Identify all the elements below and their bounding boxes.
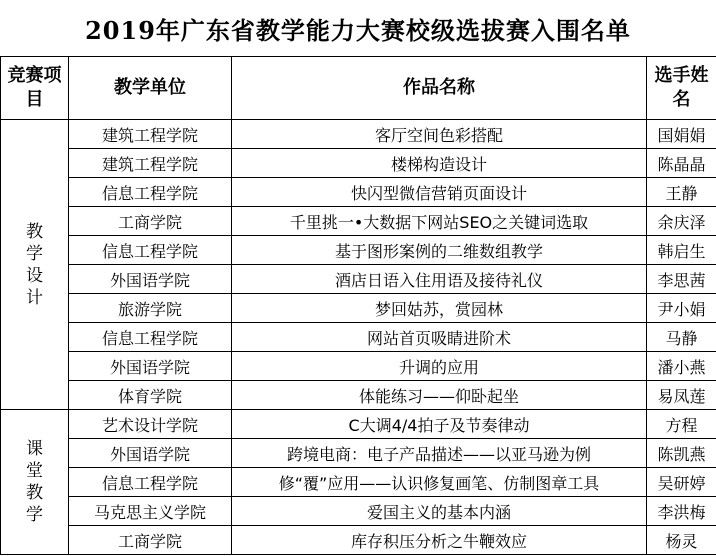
work-cell: 酒店日语入住用语及接待礼仪 <box>232 265 647 294</box>
unit-cell: 外国语学院 <box>69 439 232 468</box>
name-cell: 陈晶晶 <box>647 149 716 178</box>
name-cell: 方程 <box>647 410 716 439</box>
name-cell: 马静 <box>647 323 716 352</box>
table-row <box>1 265 716 294</box>
work-cell: 基于图形案例的二维数组教学 <box>232 236 647 265</box>
name-cell: 杨灵 <box>647 526 716 555</box>
unit-cell: 体育学院 <box>69 381 232 410</box>
unit-cell: 信息工程学院 <box>69 178 232 207</box>
name-cell: 尹小娟 <box>647 294 716 323</box>
unit-cell: 建筑工程学院 <box>69 120 232 149</box>
header-unit: 教学单位 <box>69 57 232 120</box>
table-row <box>1 294 716 323</box>
name-cell: 潘小燕 <box>647 352 716 381</box>
unit-cell: 信息工程学院 <box>69 468 232 497</box>
page-title: 2019年广东省教学能力大赛校级选拔赛入围名单 <box>85 15 631 45</box>
header-work: 作品名称 <box>232 57 647 120</box>
table-row <box>1 352 716 381</box>
category-cell: 课 堂 教 学 <box>1 410 69 555</box>
table-row <box>1 526 716 555</box>
unit-cell: 外国语学院 <box>69 265 232 294</box>
table-row <box>1 439 716 468</box>
name-cell: 余庆泽 <box>647 207 716 236</box>
table-row <box>1 497 716 526</box>
shortlist-table <box>0 56 716 555</box>
table-body <box>1 120 716 555</box>
table-row <box>1 381 716 410</box>
work-cell: 快闪型微信营销页面设计 <box>232 178 647 207</box>
name-cell: 吴研婷 <box>647 468 716 497</box>
header-name: 选手姓名 <box>647 57 716 120</box>
name-cell: 韩启生 <box>647 236 716 265</box>
work-cell: 爱国主义的基本内涵 <box>232 497 647 526</box>
work-cell: 跨境电商：电子产品描述——以亚马逊为例 <box>232 439 647 468</box>
unit-cell: 工商学院 <box>69 526 232 555</box>
category-cell: 教 学 设 计 <box>1 120 69 410</box>
table-row <box>1 323 716 352</box>
name-cell: 易凤莲 <box>647 381 716 410</box>
unit-cell: 信息工程学院 <box>69 323 232 352</box>
table-header-row <box>1 57 716 120</box>
unit-cell: 建筑工程学院 <box>69 149 232 178</box>
name-cell: 国娟娟 <box>647 120 716 149</box>
work-cell: 梦回姑苏，赏园林 <box>232 294 647 323</box>
table-row <box>1 149 716 178</box>
work-cell: C大调4/4拍子及节奏律动 <box>232 410 647 439</box>
work-cell: 网站首页吸睛进阶术 <box>232 323 647 352</box>
name-cell: 李洪梅 <box>647 497 716 526</box>
table-row <box>1 120 716 149</box>
work-cell: 库存积压分析之牛鞭效应 <box>232 526 647 555</box>
name-cell: 王静 <box>647 178 716 207</box>
table-row <box>1 207 716 236</box>
unit-cell: 信息工程学院 <box>69 236 232 265</box>
work-cell: 千里挑一•大数据下网站SEO之关键词选取 <box>232 207 647 236</box>
table-row <box>1 236 716 265</box>
table-row <box>1 410 716 439</box>
work-cell: 体能练习——仰卧起坐 <box>232 381 647 410</box>
name-cell: 陈凯燕 <box>647 439 716 468</box>
work-cell: 客厅空间色彩搭配 <box>232 120 647 149</box>
unit-cell: 马克思主义学院 <box>69 497 232 526</box>
work-cell: 楼梯构造设计 <box>232 149 647 178</box>
unit-cell: 工商学院 <box>69 207 232 236</box>
table-row <box>1 468 716 497</box>
work-cell: 升调的应用 <box>232 352 647 381</box>
unit-cell: 艺术设计学院 <box>69 410 232 439</box>
name-cell: 李思茜 <box>647 265 716 294</box>
unit-cell: 旅游学院 <box>69 294 232 323</box>
header-project: 竞赛项目 <box>1 57 69 120</box>
unit-cell: 外国语学院 <box>69 352 232 381</box>
table-row <box>1 178 716 207</box>
work-cell: 修“覆”应用——认识修复画笔、仿制图章工具 <box>232 468 647 497</box>
